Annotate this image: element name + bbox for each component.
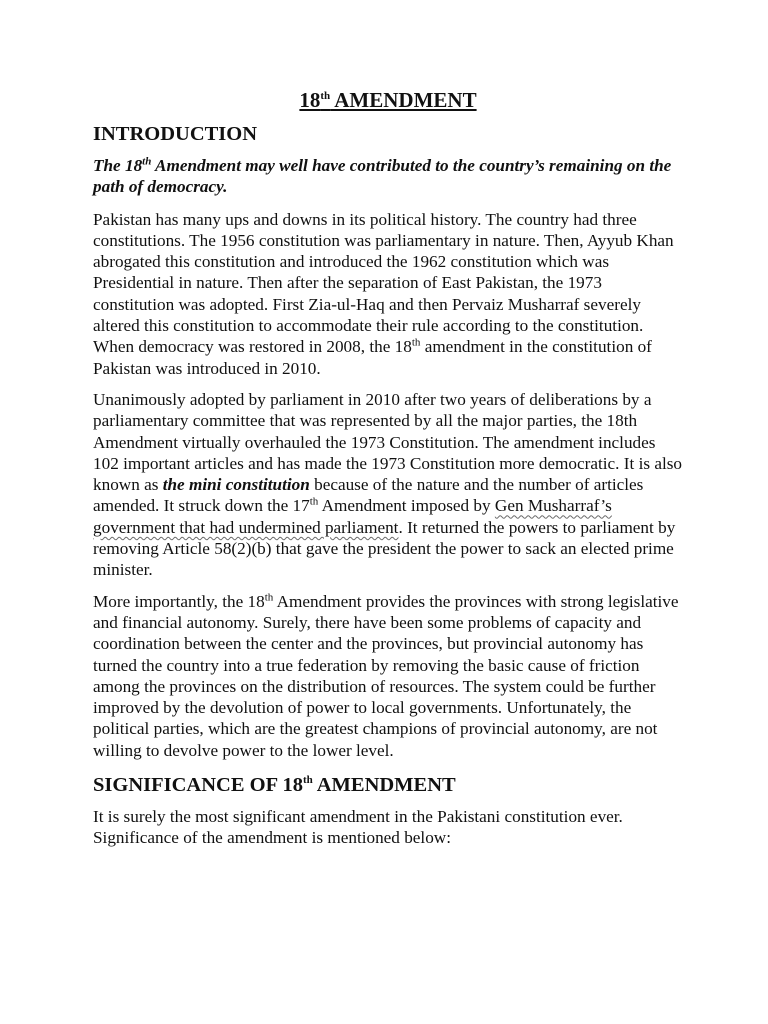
document-title: 18th AMENDMENT — [299, 88, 477, 112]
lead-paragraph: The 18th Amendment may well have contributed to the country’s remaining on the path of democracy. — [93, 155, 672, 197]
mini-constitution-emphasis: the mini constitution — [162, 475, 310, 495]
significance-paragraph: It is surely the most significant amendment in the Pakistani constitution ever. Significance of the amendment is mentioned below: — [93, 807, 623, 848]
introduction-heading: INTRODUCTION — [93, 123, 258, 145]
intro-paragraph-3: More importantly, the 18th Amendment provides the provinces with strong legislative and financial autonomy. Surely, there have been some problems of capacity and coordination between the center and the provinces, but provincial autonomy has turned the country into a true federation by removing the basic cause of friction among the provinces on the distribution of resources. The system could be further improved by the devolution of power to local governments. Unfortunately, the political parties, which are the greatest champions of provincial autonomy, are not willing to devolve power to the lower level. — [93, 590, 679, 760]
intro-paragraph-1: Pakistan has many ups and downs in its political history. The country had three constitutions. The 1956 constitution was parliamentary in nature. Then, Ayyub Khan abrogated this constitution and introduced the 1962 constitution which was Presidential in nature. Then after the separation of East Pakistan, the 1973 constitution was adopted. First Zia-ul-Haq and then Pervaiz Musharraf severely altered this constitution to accommodate their rule according to the constitution. When democracy was restored in 2008, the 18th amendment in the constitution of Pakistan was introduced in 2010. — [93, 209, 674, 378]
significance-heading: SIGNIFICANCE OF 18th AMENDMENT — [93, 774, 456, 797]
intro-paragraph-2: Unanimously adopted by parliament in 2010 after two years of deliberations by a parliamentary committee that was represented by all the major parties, the 18th Amendment virtually overhauled the 1973 Constitution. The amendment includes 102 important articles and has made the 1973 Constitution more democratic. It is also known as the mini constitution because of the nature and the number of articles amended. It struck down the 17th Amendment imposed by Gen Musharraf’s government that had undermined parliament. It returned the powers to parliament by removing Article 58(2)(b) that gave the president the power to sack an elected prime minister. — [93, 389, 683, 580]
document-page — [93, 86, 683, 859]
grammar-flagged-text: Gen Musharraf’s government that had undermined parliament — [93, 496, 612, 537]
